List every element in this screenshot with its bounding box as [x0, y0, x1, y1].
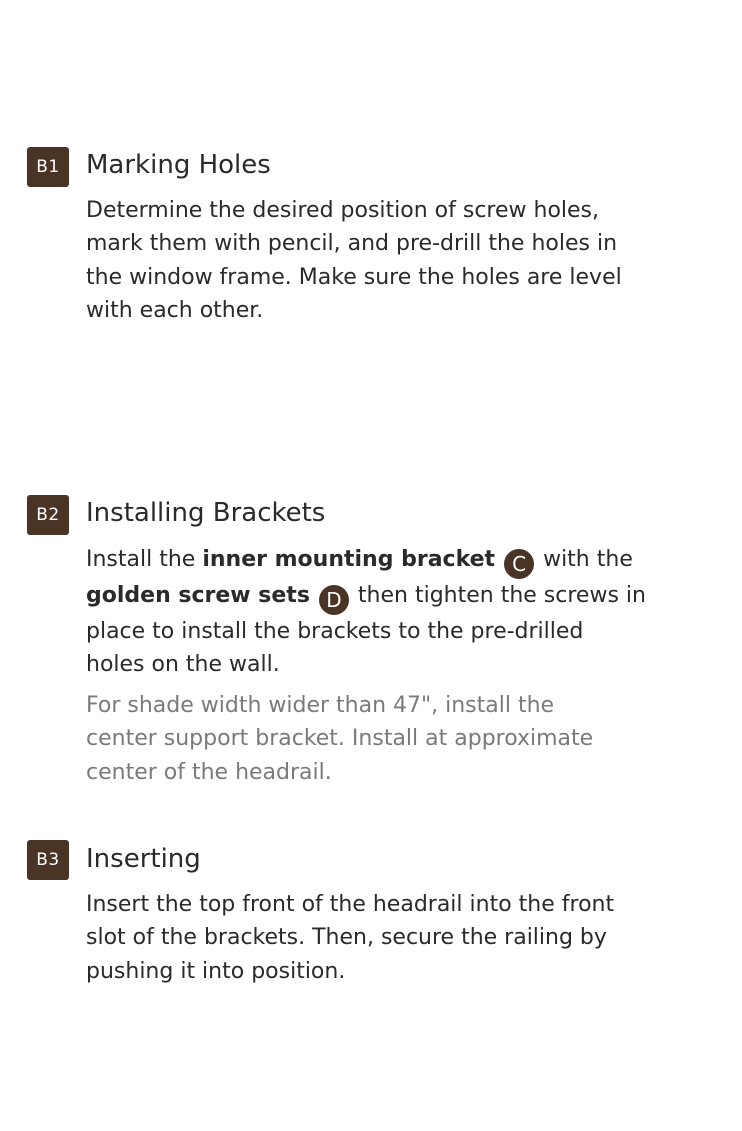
step-title-b2: Installing Brackets — [86, 498, 326, 528]
step-body-line: Insert the top front of the headrail into the front — [86, 892, 615, 917]
step-body-line: holes on the wall. — [86, 652, 280, 678]
step-badge-b2: B2 — [27, 495, 69, 535]
step-body-b1 — [86, 194, 706, 327]
step-body-line: slot of the brackets. Then, secure the railing by — [86, 925, 607, 951]
step-body-line: mark them with pencil, and pre-drill the holes in — [86, 231, 618, 257]
step-title-b1: Marking Holes — [86, 150, 271, 180]
step-body-line: the window frame. Make sure the holes are level — [86, 264, 622, 290]
then-text: then tighten the screws in — [357, 583, 646, 608]
part-d-tag: D — [319, 585, 349, 615]
part-c-name: inner mounting bracket — [202, 547, 496, 572]
step-body-line: with each other. — [86, 297, 264, 323]
step-note-line: center support bracket. Install at approximate — [86, 726, 594, 752]
step-note-line: For shade width wider than 47", install the — [86, 693, 555, 718]
step-body-line: Determine the desired position of screw holes, — [86, 198, 600, 223]
step-body-b2 — [86, 543, 706, 682]
step-note-line: center of the headrail. — [86, 759, 332, 785]
part-d-name: golden screw sets — [86, 583, 310, 608]
part-c-tag: C — [504, 549, 534, 579]
step-body-line — [86, 579, 706, 615]
step-badge-b1: B1 — [27, 147, 69, 187]
step-body-b3 — [86, 888, 706, 988]
step-note-b2 — [86, 689, 706, 789]
with-the-text: with the — [543, 547, 633, 572]
step-body-line: pushing it into position. — [86, 958, 346, 984]
install-text: Install the — [86, 547, 203, 572]
step-body-line — [86, 543, 706, 579]
step-title-b3: Inserting — [86, 844, 201, 874]
step-badge-b3: B3 — [27, 840, 69, 880]
step-body-line: place to install the brackets to the pre-drilled — [86, 619, 584, 644]
